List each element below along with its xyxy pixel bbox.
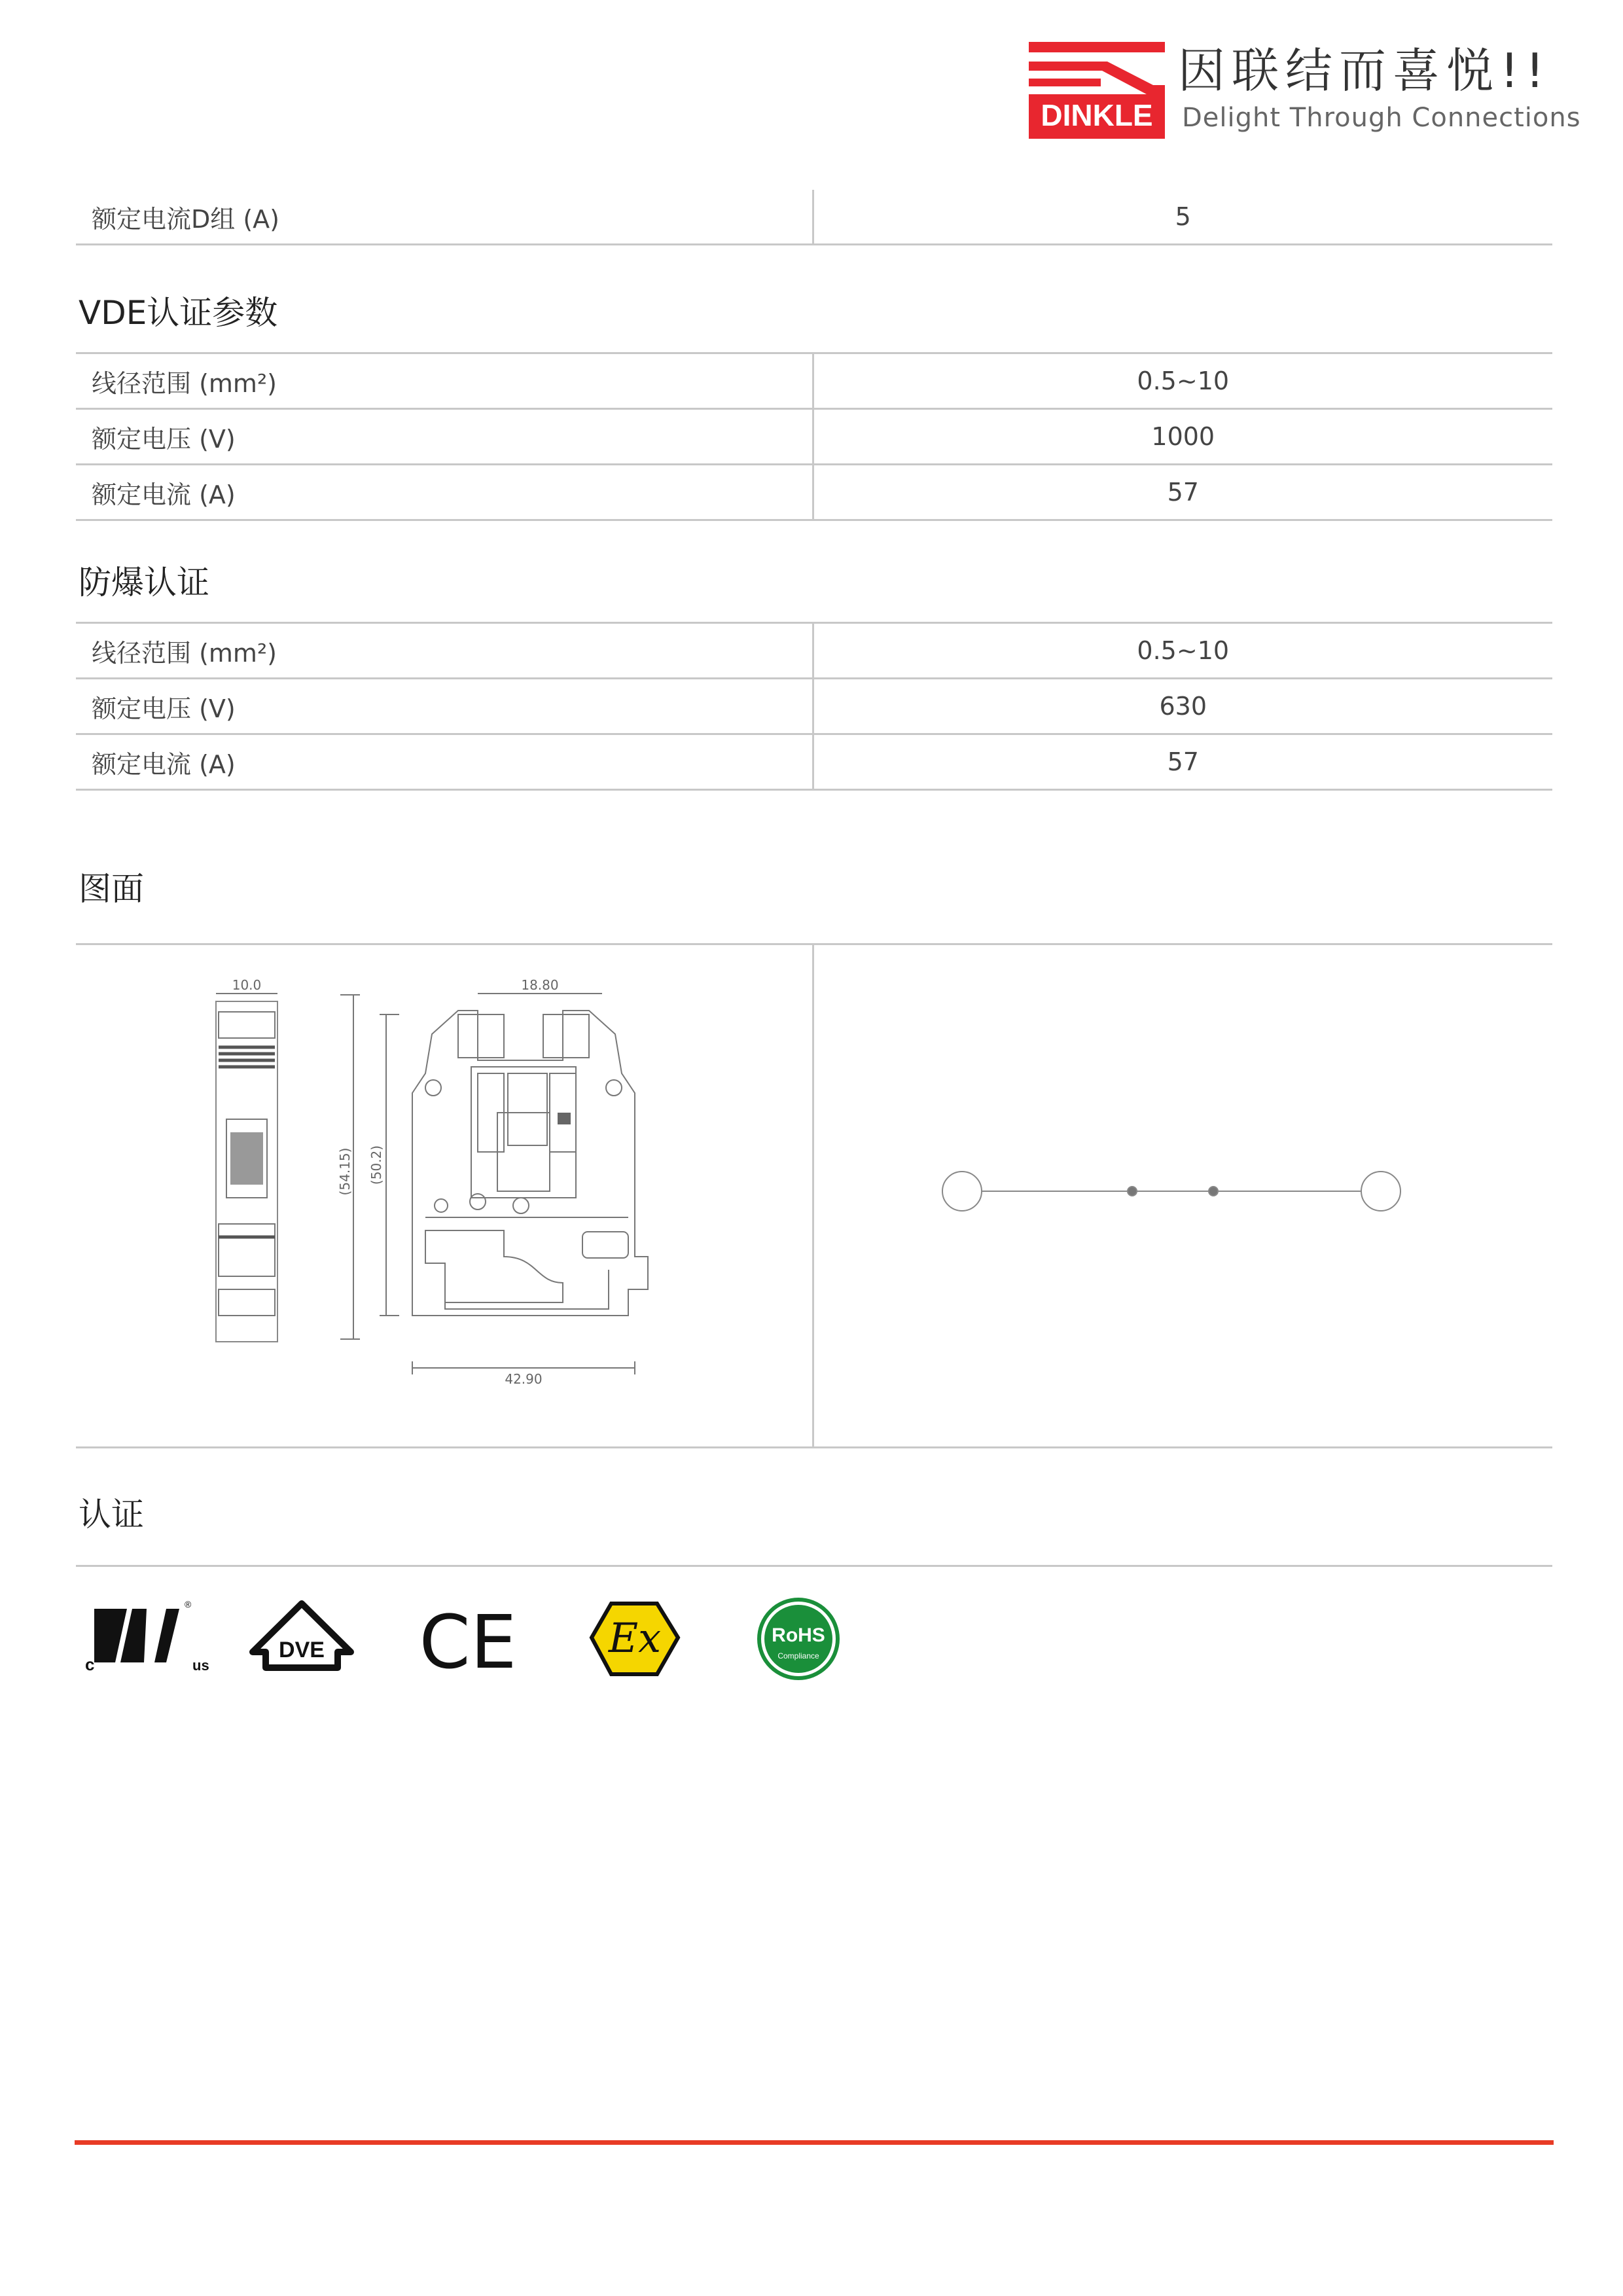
- divider: [812, 945, 814, 1446]
- section-title-atex: 防爆认证: [79, 564, 209, 601]
- divider: [76, 1565, 1552, 1567]
- spec-value: 630: [1159, 692, 1207, 721]
- section-title-vde: VDE认证参数: [79, 294, 278, 332]
- vde-cert-icon: [246, 1597, 357, 1685]
- vde-mark-text: DVE: [279, 1638, 325, 1662]
- divider: [76, 1446, 1552, 1448]
- table-row: [76, 409, 1552, 465]
- table-row: [76, 623, 1552, 679]
- ce-mark-text: CE: [419, 1600, 517, 1682]
- dimension-label: 42.90: [505, 1371, 543, 1387]
- table-row: [76, 353, 1552, 409]
- dimension-label: (50.2): [368, 1145, 384, 1185]
- slogan-en: Delight Through Connections: [1182, 103, 1581, 133]
- rohs-cert-icon: [753, 1597, 844, 1685]
- spec-label: 线径范围 (mm²): [76, 353, 813, 409]
- spec-label: 额定电压 (V): [76, 409, 813, 465]
- spec-value: 1000: [1151, 422, 1215, 451]
- ce-cert-icon: [419, 1597, 517, 1685]
- dinkle-logo: [1029, 42, 1165, 139]
- ex-mark-text: Ex: [608, 1614, 662, 1662]
- table-row: [76, 734, 1552, 790]
- circuit-diagram: [929, 1152, 1414, 1230]
- section-title-cert: 认证: [79, 1496, 144, 1534]
- table-row: [76, 465, 1552, 520]
- section-title-drawing: 图面: [79, 870, 144, 908]
- spec-label: 额定电压 (V): [76, 679, 813, 734]
- table-row: [76, 190, 1552, 245]
- ex-cert-icon: [589, 1597, 681, 1685]
- dimension-label: 10.0: [232, 977, 262, 993]
- table-row: [76, 679, 1552, 734]
- spec-value: 0.5~10: [1137, 636, 1230, 665]
- ul-suffix: us: [192, 1657, 209, 1674]
- dimension-drawing: [196, 975, 707, 1407]
- spec-value: 57: [1167, 747, 1199, 776]
- slogan-cn: 因联结而喜悦!!: [1178, 43, 1551, 98]
- svg-text:®: ®: [185, 1599, 192, 1609]
- spec-label: 额定电流D组 (A): [76, 190, 813, 245]
- spec-value: 57: [1167, 478, 1199, 507]
- logo-wordmark: DINKLE: [1041, 98, 1153, 132]
- spec-label: 额定电流 (A): [76, 734, 813, 790]
- spec-value: 0.5~10: [1137, 367, 1230, 395]
- spec-label: 线径范围 (mm²): [76, 623, 813, 679]
- rohs-mark-sub: Compliance: [777, 1651, 819, 1660]
- divider: [76, 943, 1552, 945]
- spec-label: 额定电流 (A): [76, 465, 813, 520]
- dimension-label: 18.80: [521, 977, 559, 993]
- rohs-mark-text: RoHS: [772, 1624, 825, 1646]
- ul-cert-icon: [81, 1597, 219, 1685]
- dimension-label: (54.15): [337, 1147, 353, 1196]
- spec-table-top: [76, 190, 1552, 245]
- footer-accent-line: [75, 2140, 1554, 2145]
- spec-table-vde: [76, 352, 1552, 521]
- spec-value: 5: [1175, 202, 1191, 231]
- spec-table-atex: [76, 622, 1552, 791]
- ul-prefix: c: [85, 1655, 95, 1674]
